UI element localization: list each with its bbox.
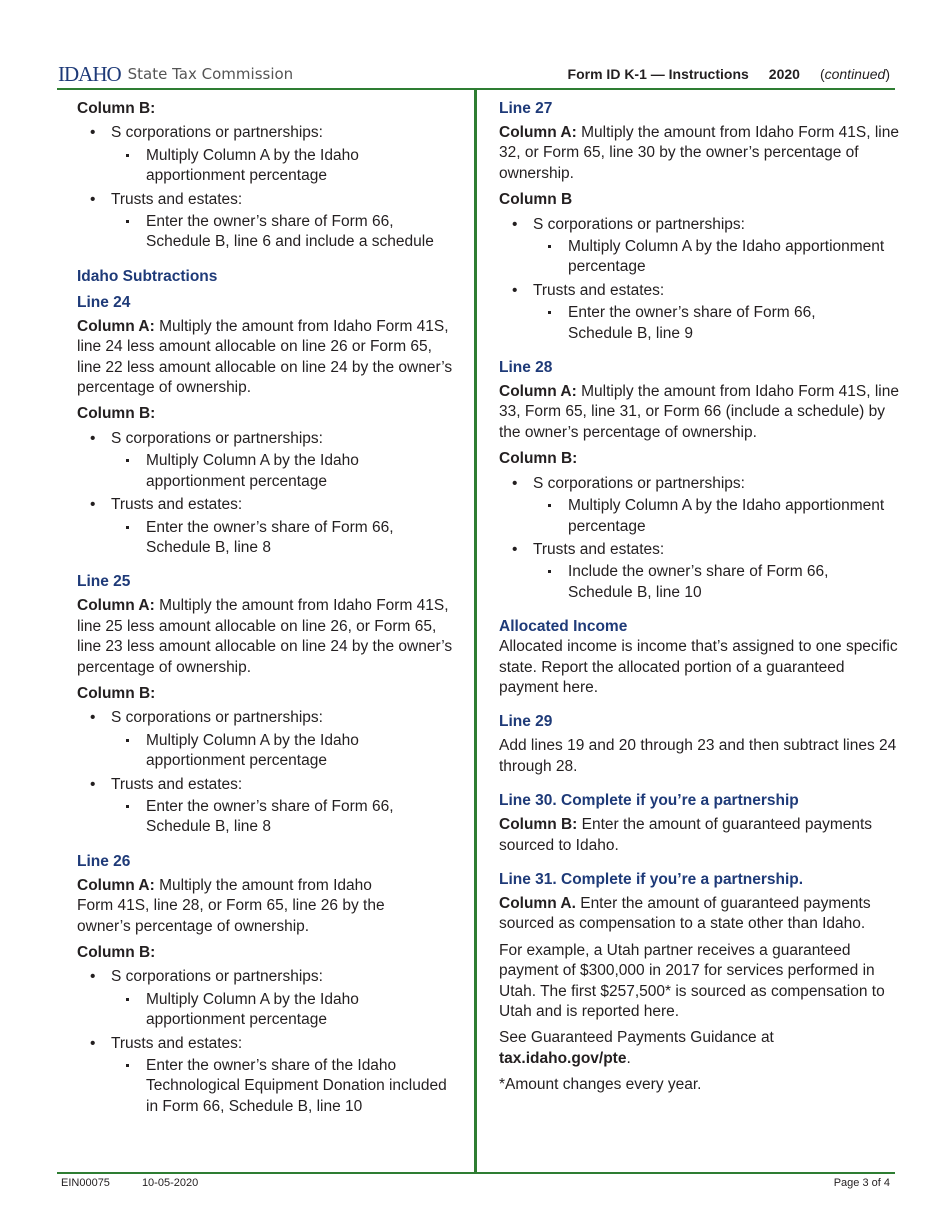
list-item: • Trusts and estates: Enter the owner’s share of Form 66, Schedule B, line 6 and include a schedule — [77, 190, 457, 253]
line-31-column-a: Column A. Enter the amount of guaranteed payments sourced as compensation to a state other than Idaho. — [499, 894, 871, 933]
sub-list-item: Include the owner’s share of Form 66, Schedule B, line 10 — [533, 562, 899, 603]
footer-divider — [57, 1172, 895, 1174]
line-29-text: Add lines 19 and 20 through 23 and then subtract lines 24 through 28. — [499, 737, 897, 775]
allocated-income-heading: Allocated Income — [499, 618, 628, 636]
left-column — [77, 99, 457, 1131]
column-divider — [474, 89, 477, 1173]
line-29-heading: Line 29 — [499, 713, 553, 731]
list-item: • Trusts and estates: Enter the owner’s share of Form 66, Schedule B, line 9 — [499, 281, 899, 344]
allocated-income-section — [499, 617, 899, 698]
line-28-column-a: Column A: Multiply the amount from Idaho Form 41S, line 33, Form 65, line 31, or Form 66 (include a schedule) by the owner’s percentage of ownership. — [499, 383, 899, 441]
line-24-heading: Line 24 — [77, 293, 131, 311]
line-29-section — [499, 712, 899, 777]
line-31-section — [499, 870, 899, 1096]
footer-left — [61, 1177, 198, 1189]
list-item: • S corporations or partnerships: Multiply Column A by the Idaho apportionment percentage — [499, 474, 899, 537]
continued-note: (continued) — [819, 66, 890, 82]
line-27-heading: Line 27 — [499, 100, 553, 117]
line-27-column-a: Column A: Multiply the amount from Idaho Form 41S, line 32, or Form 65, line 30 by the owner’s percentage of ownership. — [499, 124, 899, 182]
column-b-continued — [77, 99, 457, 253]
line-30-heading: Line 30. Complete if you’re a partnership — [499, 792, 799, 810]
line-24-list — [77, 429, 457, 558]
line-24-column-b-heading: Column B: — [77, 405, 156, 423]
form-year: 2020 — [768, 66, 800, 82]
logo-text: State Tax Commission — [127, 65, 294, 83]
line-24-column-a: Column A: Multiply the amount from Idaho Form 41S, line 24 less amount allocable on line 26 or Form 65, line 22 less amount allocable on line 24 by the owner’s percentage of ownership. — [77, 317, 453, 397]
list-item: • S corporations or partnerships: Multiply Column A by the Idaho apportionment percentage — [77, 967, 457, 1030]
line-25-heading: Line 25 — [77, 573, 131, 591]
guidance-link[interactable]: tax.idaho.gov/pte — [499, 1049, 627, 1067]
sub-list-item: Enter the owner’s share of Form 66, Schedule B, line 6 and include a schedule — [111, 212, 457, 253]
form-title: Form ID K-1 — Instructions — [567, 66, 749, 82]
subtractions-heading: Idaho Subtractions — [77, 267, 218, 285]
list-item: • S corporations or partnerships: Multiply Column A by the Idaho apportionment percentage — [77, 708, 457, 771]
sub-list-item: Enter the owner’s share of Form 66, Schedule B, line 8 — [111, 797, 457, 838]
line-31-heading: Line 31. Complete if you’re a partnership. — [499, 870, 804, 888]
sub-list-item: Enter the owner’s share of Form 66, Schedule B, line 9 — [533, 303, 899, 344]
line-27-column-b-heading: Column B — [499, 191, 573, 209]
column-b-heading: Column B: — [77, 100, 156, 117]
line-28-list — [499, 474, 899, 603]
sub-list-item: Multiply Column A by the Idaho apportionment percentage — [533, 496, 899, 537]
line-28-column-b-heading: Column B: — [499, 450, 578, 468]
page-number: Page 3 of 4 — [833, 1177, 890, 1189]
column-b-list — [77, 123, 457, 252]
amount-note: *Amount changes every year. — [499, 1076, 702, 1094]
line-27-section — [499, 99, 899, 344]
line-25-list — [77, 708, 457, 837]
form-header — [568, 65, 890, 83]
line-30-column-b: Column B: Enter the amount of guaranteed payments sourced to Idaho. — [499, 816, 873, 854]
sub-list-item: Multiply Column A by the Idaho apportionment percentage — [111, 731, 457, 772]
page-header — [0, 0, 950, 92]
line-28-heading: Line 28 — [499, 359, 553, 377]
logo-mark: IDAHO — [58, 62, 121, 86]
list-item: • Trusts and estates: Enter the owner’s share of the Idaho Technological Equipment Donation included in Form 66, Schedule B, line 10 — [77, 1034, 457, 1118]
sub-list-item: Multiply Column A by the Idaho apportionment percentage — [111, 990, 457, 1031]
line-24-section — [77, 293, 457, 558]
list-item: • Trusts and estates: Include the owner’s share of Form 66, Schedule B, line 10 — [499, 540, 899, 603]
sub-list-item: Enter the owner’s share of the Idaho Technological Equipment Donation included in Form 66, Schedule B, line 10 — [111, 1056, 457, 1117]
line-26-column-a: Column A: Multiply the amount from Idaho Form 41S, line 28, or Form 65, line 26 by the owner’s percentage of ownership. — [77, 876, 385, 935]
line-27-list — [499, 215, 899, 344]
sub-list-item: Multiply Column A by the Idaho apportionment percentage — [533, 237, 899, 278]
line-26-section — [77, 852, 457, 1117]
line-26-heading: Line 26 — [77, 852, 131, 870]
sub-list-item: Multiply Column A by the Idaho apportionment percentage — [111, 146, 457, 187]
list-item: • S corporations or partnerships: Multiply Column A by the Idaho apportionment percentage — [77, 429, 457, 492]
sub-list-item: Enter the owner’s share of Form 66, Schedule B, line 8 — [111, 518, 457, 559]
list-item: • Trusts and estates: Enter the owner’s share of Form 66, Schedule B, line 8 — [77, 775, 457, 838]
line-28-section — [499, 358, 899, 603]
line-26-column-b-heading: Column B: — [77, 944, 156, 961]
allocated-income-text: Allocated income is income that’s assigned to one specific state. Report the allocated portion of a guaranteed payment here. — [499, 638, 898, 696]
list-item: • Trusts and estates: Enter the owner’s share of Form 66, Schedule B, line 8 — [77, 495, 457, 558]
list-item: • S corporations or partnerships: Multiply Column A by the Idaho apportionment percentage — [77, 123, 457, 186]
line-26-list — [77, 967, 457, 1117]
line-30-section — [499, 791, 899, 856]
revision-date: 10-05-2020 — [141, 1177, 199, 1189]
sub-list-item: Multiply Column A by the Idaho apportionment percentage — [111, 451, 457, 492]
line-25-section — [77, 572, 457, 837]
right-column — [499, 99, 899, 1110]
line-25-column-b-heading: Column B: — [77, 684, 156, 702]
line-31-example: For example, a Utah partner receives a guaranteed payment of $300,000 in 2017 for services performed in Utah. The first $257,500* is sourced as compensation to Utah and is reported here. — [499, 941, 885, 1020]
list-item: • S corporations or partnerships: Multiply Column A by the Idaho apportionment percentage — [499, 215, 899, 278]
idaho-logo — [58, 63, 293, 85]
line-25-column-a: Column A: Multiply the amount from Idaho Form 41S, line 25 less amount allocable on line 26, or Form 65, line 23 less amount allocable on line 24 by the owner’s percentage of ownership. — [77, 597, 453, 676]
guidance-note: See Guaranteed Payments Guidance at tax.idaho.gov/pte. — [499, 1029, 774, 1067]
form-code: EIN00075 — [61, 1177, 110, 1189]
